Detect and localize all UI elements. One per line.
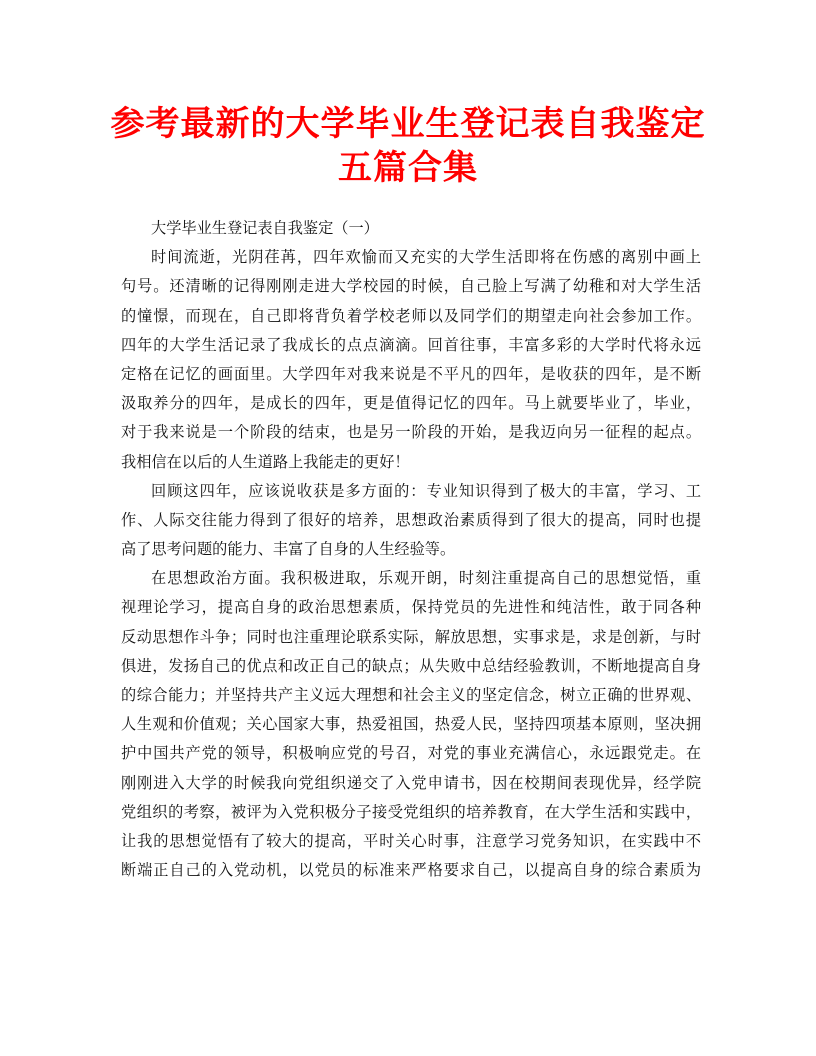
paragraph-3-line-6: 人生观和价值观；关心国家大事，热爱祖国，热爱人民，坚持四项基本原则，坚决拥 <box>121 715 701 734</box>
paragraph-3-line-5: 的综合能力；并坚持共产主义远大理想和社会主义的坚定信念，树立正确的世界观、 <box>121 686 701 704</box>
paragraph-3-line-8: 刚刚进入大学的时候我向党组织递交了入党申请书，因在校期间表现优异，经学院 <box>121 773 701 792</box>
title-line-1: 参考最新的大学毕业生登记表自我鉴定 <box>110 104 706 144</box>
paragraph-3-line-1: 在思想政治方面。我积极进取，乐观开朗，时刻注重提高自己的思想觉悟，重 <box>151 569 701 588</box>
paragraph-1-line-3: 的憧憬，而现在，自己即将背负着学校老师以及同学们的期望走向社会参加工作。 <box>121 306 701 325</box>
document-body <box>121 214 701 885</box>
paragraph-3-line-2: 视理论学习，提高自身的政治思想素质，保持党员的先进性和纯洁性，敢于同各种 <box>121 598 701 617</box>
paragraph-1-line-8: 我相信在以后的人生道路上我能走的更好！ <box>121 452 410 471</box>
paragraph-2-line-3: 高了思考问题的能力、丰富了自身的人生经验等。 <box>121 540 456 559</box>
paragraph-3-line-3: 反动思想作斗争；同时也注重理论联系实际，解放思想，实事求是，求是创新，与时 <box>121 627 701 646</box>
paragraph-3-line-4: 俱进，发扬自己的优点和改正自己的缺点；从失败中总结经验教训，不断地提高自身 <box>121 656 701 675</box>
section-heading: 大学毕业生登记表自我鉴定（一） <box>151 219 379 237</box>
paragraph-2-line-2: 作、人际交往能力得到了很好的培养，思想政治素质得到了很大的提高，同时也提 <box>121 510 701 529</box>
paragraph-1-line-4: 四年的大学生活记录了我成长的点点滴滴。回首往事，丰富多彩的大学时代将永远 <box>121 335 701 354</box>
paragraph-1-line-6: 汲取养分的四年，是成长的四年，更是值得记忆的四年。马上就要毕业了，毕业， <box>121 394 701 413</box>
paragraph-3-line-9: 党组织的考察，被评为入党积极分子接受党组织的培养教育，在大学生活和实践中， <box>121 802 701 821</box>
document-title <box>0 102 816 190</box>
paragraph-3-line-10: 让我的思想觉悟有了较大的提高，平时关心时事，注意学习党务知识，在实践中不 <box>121 831 701 850</box>
paragraph-2-line-1: 回顾这四年，应该说收获是多方面的：专业知识得到了极大的丰富，学习、工 <box>151 481 701 500</box>
paragraph-1-line-2: 句号。还清晰的记得刚刚走进大学校园的时候，自己脸上写满了幼稚和对大学生活 <box>121 277 701 296</box>
paragraph-1-line-7: 对于我来说是一个阶段的结束，也是另一阶段的开始，是我迈向另一征程的起点。 <box>121 423 701 442</box>
paragraph-1-line-5: 定格在记忆的画面里。大学四年对我来说是不平凡的四年，是收获的四年，是不断 <box>121 364 701 383</box>
paragraph-3-line-7: 护中国共产党的领导，积极响应党的号召，对党的事业充满信心，永远跟党走。在 <box>121 744 701 763</box>
paragraph-1-line-1: 时间流逝，光阴荏苒，四年欢愉而又充实的大学生活即将在伤感的离别中画上 <box>151 248 701 267</box>
title-line-2: 五篇合集 <box>338 148 478 188</box>
paragraph-3-line-11: 断端正自己的入党动机，以党员的标准来严格要求自己，以提高自身的综合素质为 <box>121 861 701 880</box>
